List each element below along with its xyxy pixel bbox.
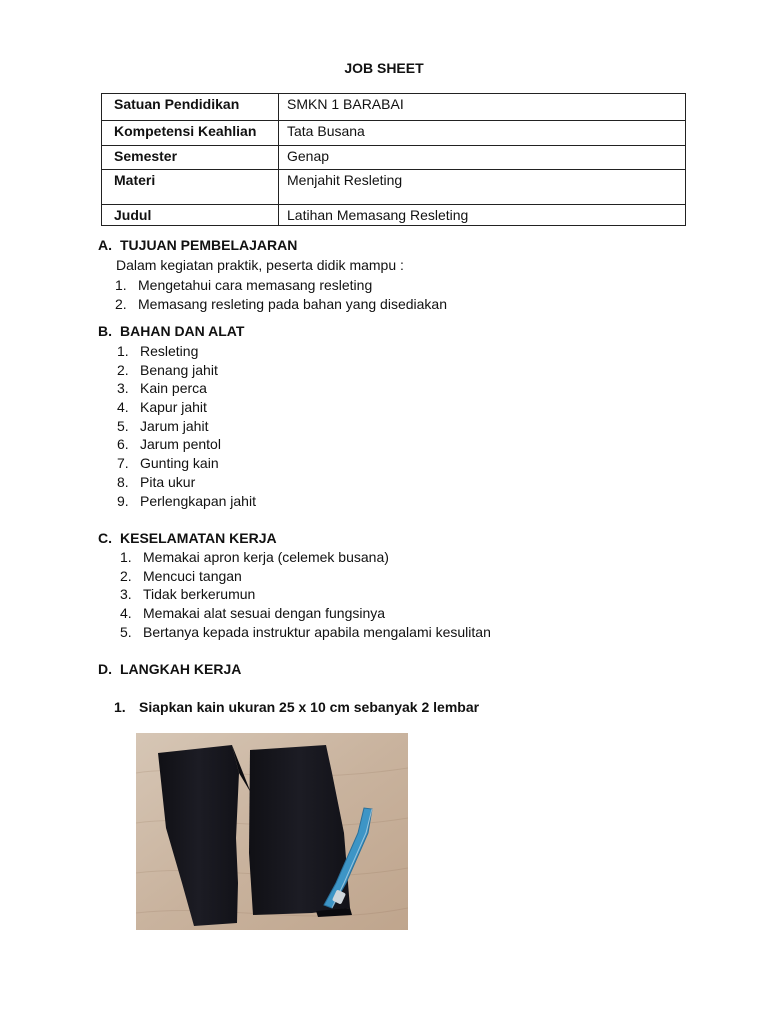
info-label: Semester [102, 146, 279, 170]
section-a-intro: Dalam kegiatan praktik, peserta didik mampu : [116, 257, 404, 273]
list-number: 3. [120, 586, 132, 603]
list-item [120, 623, 491, 642]
list-item [115, 276, 447, 295]
table-row [102, 170, 686, 205]
list-text: Tidak berkerumun [143, 586, 256, 603]
safety-list [120, 548, 491, 641]
list-item [117, 342, 256, 361]
table-row [102, 205, 686, 226]
section-title: TUJUAN PEMBELAJARAN [120, 237, 298, 253]
list-text: Resleting [140, 343, 199, 359]
list-number: 9. [117, 492, 129, 509]
section-title: KESELAMATAN KERJA [120, 530, 277, 546]
info-label: Kompetensi Keahlian [102, 121, 279, 146]
info-label: Satuan Pendidikan [102, 94, 279, 121]
list-number: 7. [117, 455, 129, 472]
list-item [120, 567, 491, 586]
list-text: Benang jahit [140, 361, 218, 378]
section-letter: C. [98, 530, 112, 546]
list-text: Memasang resleting pada bahan yang disediakan [138, 295, 447, 312]
info-value: SMKN 1 BARABAI [279, 94, 686, 121]
step-item [114, 699, 479, 715]
list-number: 2. [115, 295, 127, 312]
section-letter: B. [98, 323, 112, 339]
list-item [117, 473, 256, 492]
info-value: Latihan Memasang Resleting [279, 205, 686, 226]
list-item [117, 492, 256, 511]
list-number: 5. [120, 623, 132, 640]
section-letter: D. [98, 661, 112, 677]
list-text: Mencuci tangan [143, 567, 242, 584]
fabric-zipper-photo [136, 733, 408, 930]
list-item [117, 417, 256, 436]
list-item [115, 295, 447, 314]
list-number: 2. [120, 567, 132, 584]
list-number: 4. [120, 605, 132, 622]
section-title: BAHAN DAN ALAT [120, 323, 245, 339]
info-value: Tata Busana [279, 121, 686, 146]
info-label: Judul [102, 205, 279, 226]
section-c-heading [98, 530, 277, 546]
section-title: LANGKAH KERJA [120, 661, 242, 677]
materials-list [117, 342, 256, 510]
list-text: Kapur jahit [140, 399, 207, 416]
section-a-heading [98, 237, 297, 253]
list-text: Bertanya kepada instruktur apabila mengalami kesulitan [143, 623, 491, 640]
list-text: Mengetahui cara memasang resleting [138, 277, 373, 293]
list-number: 8. [117, 473, 129, 490]
list-text: Jarum jahit [140, 417, 209, 434]
list-text: Gunting kain [140, 455, 219, 472]
list-item [120, 585, 491, 604]
list-text: Jarum pentol [140, 436, 221, 453]
table-row [102, 146, 686, 170]
list-number: 1. [115, 277, 127, 293]
table-row [102, 94, 686, 121]
list-number: 2. [117, 361, 129, 378]
info-label: Materi [102, 170, 279, 205]
list-item [120, 548, 491, 567]
list-item [117, 435, 256, 454]
section-b-heading [98, 323, 244, 339]
info-value: Genap [279, 146, 686, 170]
list-item [117, 361, 256, 380]
list-item [117, 454, 256, 473]
section-letter: A. [98, 237, 112, 253]
table-row [102, 121, 686, 146]
list-number: 1. [120, 549, 132, 565]
list-number: 1. [117, 343, 129, 359]
list-number: 5. [117, 417, 129, 434]
step-number: 1. [114, 699, 126, 715]
section-d-heading [98, 661, 241, 677]
list-text: Memakai apron kerja (celemek busana) [143, 549, 389, 565]
page-title: JOB SHEET [344, 60, 424, 76]
step-text: Siapkan kain ukuran 25 x 10 cm sebanyak 2 lembar [139, 699, 480, 715]
objectives-list [115, 276, 447, 313]
list-number: 4. [117, 399, 129, 416]
list-text: Kain perca [140, 380, 207, 397]
list-number: 3. [117, 380, 129, 397]
list-item [117, 398, 256, 417]
list-number: 6. [117, 436, 129, 453]
info-table [101, 93, 686, 226]
list-text: Memakai alat sesuai dengan fungsinya [143, 605, 386, 622]
list-text: Perlengkapan jahit [140, 492, 256, 509]
list-text: Pita ukur [140, 473, 196, 490]
list-item [117, 379, 256, 398]
info-value: Menjahit Resleting [279, 170, 686, 205]
list-item [120, 604, 491, 623]
